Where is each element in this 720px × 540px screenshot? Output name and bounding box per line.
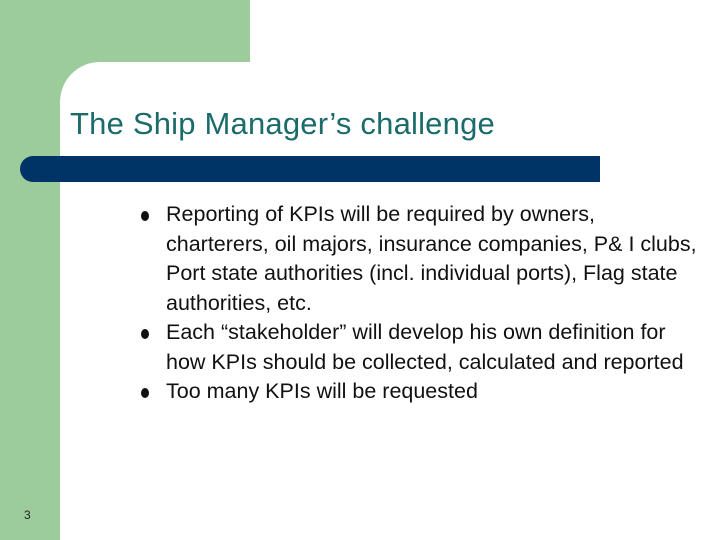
bullet-text: Each “stakeholder” will develop his own definition for how KPIs should be collected, calculated and reported [166,320,684,374]
bullet-item [140,200,700,318]
title-underline-bar [20,156,600,182]
bullet-text: Reporting of KPIs will be required by owners, charterers, oil majors, insurance companies, P& I clubs, Port state authorities (incl. individual ports), Flag state authorities, etc. [166,202,697,315]
bullet-dot-icon [141,388,149,398]
bullet-list [140,200,700,407]
slide-title: The Ship Manager’s challenge [70,106,495,141]
bullet-dot-icon [141,329,149,339]
bullet-dot-icon [141,211,149,221]
bullet-item [140,318,700,377]
bullet-text: Too many KPIs will be requested [166,379,478,403]
page-number: 3 [24,508,31,522]
green-left-strip [0,0,60,540]
bullet-item [140,377,700,407]
